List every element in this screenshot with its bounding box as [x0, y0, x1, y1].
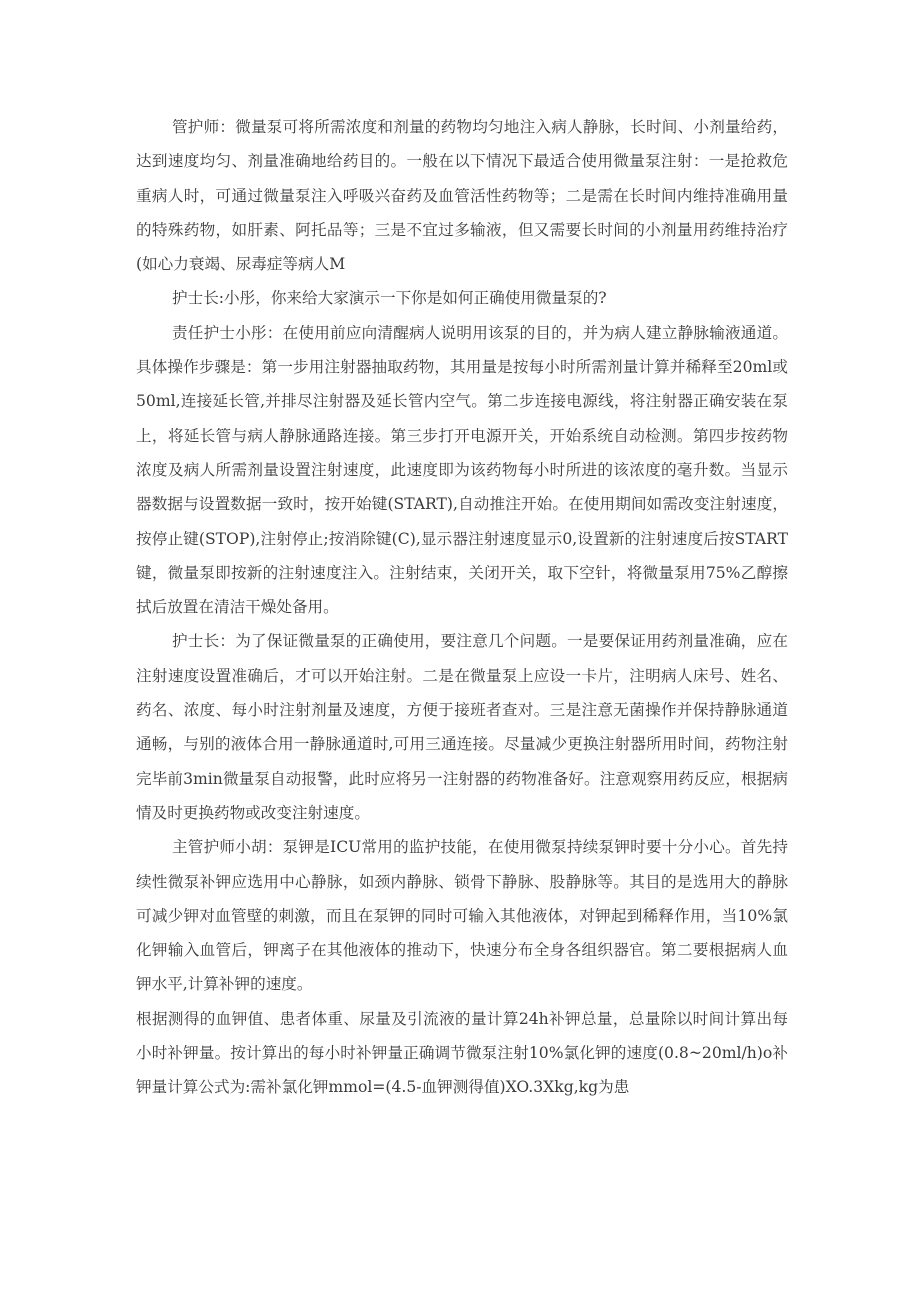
paragraph-potassium-pump: 主管护师小胡：泵钾是ICU常用的监护技能，在使用微泵持续泵钾时要十分小心。首先持续性微泵补钾应选用中心静脉，如颈内静脉、锁骨下静脉、股静脉等。其目的是选用大的静脉可减少钾对血管壁的刺激，而且在泵钾的同时可输入其他液体，对钾起到稀释作用，当10%氯化钾输入血管后，钾离子在其他液体的推动下，快速分布全身各组织器官。第二要根据病人血钾水平,计算补钾的速度。: [136, 838, 788, 994]
paragraph-intro-nurse: 管护师：微量泵可将所需浓度和剂量的药物均匀地注入病人静脉，长时间、小剂量给药，达到速度均匀、剂量准确地给药目的。一般在以下情况下最适合使用微量泵注射：一是抢救危重病人时，可通过微量泵注入呼吸兴奋药及血管活性药物等；二是需在长时间内维持准确用量的特殊药物，如肝素、阿托品等；三是不宜过多输液，但又需要长时间的小剂量用药维持治疗(如心力衰竭、尿毒症等病人M: [136, 118, 788, 274]
paragraph-precautions: 护士长：为了保证微量泵的正确使用，要注意几个问题。一是要保证用药剂量准确，应在注射速度设置准确后，才可以开始注射。二是在微量泵上应设一卡片，注明病人床号、姓名、药名、浓度、每小时注射剂量及速度，方便于接班者查对。三是注意无菌操作并保持静脉通道通畅，与别的液体合用一静脉通道时,可用三通连接。尽量减少更换注射器所用时间，药物注射完毕前3min微量泵自动报警，此时应将另一注射器的药物准备好。注意观察用药反应，根据病情及时更换药物或改变注射速度。: [136, 632, 788, 822]
paragraph-potassium-formula: 根据测得的血钾值、患者体重、尿量及引流液的量计算24h补钾总量，总量除以时间计算出每小时补钾量。按计算出的每小时补钾量正确调节微泵注射10%氯化钾的速度(0.8~20ml/h)o补钾量计算公式为:需补氯化钾mmol=(4.5-血钾测得值)XO.3Xkg,kg为患: [136, 1009, 788, 1097]
paragraph-operation-steps: 责任护士小彤：在使用前应向清醒病人说明用该泵的目的，并为病人建立静脉输液通道。具体操作步骤是：第一步用注射器抽取药物，其用量是按每小时所需剂量计算并稀释至20ml或50ml,连接延长管,并排尽注射器及延长管内空气。第二步连接电源线，将注射器正确安装在泵上，将延长管与病人静脉通路连接。第三步打开电源开关，开始系统自动检测。第四步按药物浓度及病人所需剂量设置注射速度，此速度即为该药物每小时所进的该浓度的毫升数。当显示器数据与设置数据一致时，按开始键(START),自动推注开始。在使用期间如需改变注射速度，按停止键(STOP),注射停止;按消除键(C),显示器注射速度显示0,设置新的注射速度后按START键，微量泵即按新的注射速度注入。注射结束，关闭开关，取下空针，将微量泵用75%乙醇擦拭后放置在清洁干燥处备用。: [136, 323, 788, 617]
paragraph-head-nurse-question: 护士长:小彤，你来给大家演示一下你是如何正确使用微量泵的?: [172, 289, 607, 308]
document-body: [136, 110, 788, 1105]
